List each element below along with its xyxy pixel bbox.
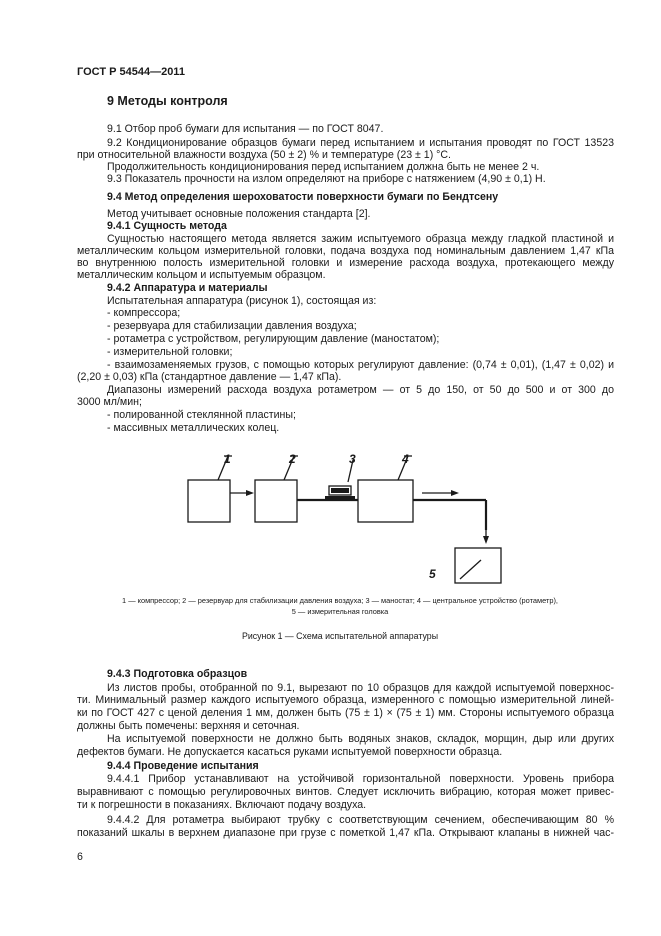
list-item: - массивных металлических колец. <box>107 422 280 434</box>
paragraph-line: 9.3 Показатель прочности на излом определяют на приборе с натяжением (4,90 ± 0,1) Н. <box>107 173 546 185</box>
figure-caption: Рисунок 1 — Схема испытательной аппаратуры <box>241 631 439 641</box>
paragraph-line: выравнивают с помощью регулировочных винтов. Следует исключить вибрацию, которая может привес- <box>77 786 614 798</box>
paragraph-line: Из листов пробы, отобранной по 9.1, вырезают по 10 образцов для каждой испытуемой поверхнос- <box>107 682 614 694</box>
paragraph-line: Испытательная аппаратура (рисунок 1), состоящая из: <box>107 295 377 307</box>
paragraph-line: показаний шкалы в верхнем диапазоне при грузе с пометкой 1,47 кПа. Открывают клапаны в нижней час- <box>77 827 614 839</box>
section-title: 9 Методы контроля <box>107 94 228 108</box>
subsection-heading: 9.4.3 Подготовка образцов <box>107 668 248 680</box>
subsection-heading: 9.4.4 Проведение испытания <box>107 760 259 772</box>
compressor-box <box>188 480 230 522</box>
apparatus-diagram <box>170 448 510 588</box>
list-item: - измерительной головки; <box>107 346 233 358</box>
paragraph-line: 9.4.4.2 Для ротаметра выбирают трубку с соответствующим сечением, обеспечивающим 80 % <box>107 814 614 826</box>
paragraph-line: Сущностью настоящего метода является зажим испытуемого образца между гладкой пластиной и <box>107 233 614 245</box>
arrow-icon <box>246 490 254 496</box>
paragraph-line: металлическим кольцом измерительной головки, подача воздуха под номинальным давлением 1,47 кПа <box>77 245 614 257</box>
paragraph-line: металлическим кольцом и испытуемым образцом. <box>77 269 326 281</box>
reservoir-box <box>255 480 297 522</box>
list-item: - компрессора; <box>107 307 181 319</box>
paragraph-line: 3000 мл/мин; <box>77 396 142 408</box>
paragraph-line: Продолжительность кондиционирования перед испытанием должна быть не менее 2 ч. <box>107 161 540 173</box>
paragraph-line: дефектов бумаги. Не допускается касаться руками испытуемой поверхности образца. <box>77 746 503 758</box>
paragraph-line: ки по ГОСТ 427 с ценой деления 1 мм, должен быть (75 ± 1) × (75 ± 1) мм. Стороны испытуемого образца <box>77 707 614 719</box>
figure-legend: 1 — компрессор; 2 — резервуар для стабилизации давления воздуха; 3 — маностат; 4 — центральное устройство (ротаметр), <box>122 596 558 605</box>
paragraph-line: 9.4.4.1 Прибор устанавливают на устойчивой горизонтальной поверхности. Уровень прибора <box>107 773 614 785</box>
paragraph-line: ти к погрешности в показаниях. Включают подачу воздуха. <box>77 799 367 811</box>
paragraph-line: при относительной влажности воздуха (50 ± 2) % и температуре (23 ± 1) °С. <box>77 149 451 161</box>
page-number: 6 <box>77 851 83 863</box>
paragraph-line: Метод учитывает основные положения стандарта [2]. <box>107 208 371 220</box>
figure-label: 5 <box>429 567 436 581</box>
subsection-heading: 9.4 Метод определения шероховатости поверхности бумаги по Бендтсену <box>107 191 499 203</box>
list-item: - полированной стеклянной пластины; <box>107 409 296 421</box>
paragraph-line: Диапазоны измерений расхода воздуха ротаметром — от 5 до 150, от 50 до 500 и от 300 до <box>107 384 614 396</box>
paragraph-line: 9.2 Кондиционирование образцов бумаги перед испытанием и испытания проводят по ГОСТ 13523 <box>107 137 614 149</box>
figure-legend: 5 — измерительная головка <box>291 607 389 616</box>
list-item: - взаимозаменяемых грузов, с помощью которых регулируют давление: (0,74 ± 0,01), (1,47 ± 0,02) и <box>107 359 614 371</box>
paragraph-line: во внутреннюю полость измерительной головки и измерение расхода воздуха, протекающего между <box>77 257 614 269</box>
figure-label: 1 <box>224 452 231 466</box>
rotameter-box <box>358 480 413 522</box>
subsection-heading: 9.4.1 Сущность метода <box>107 220 227 232</box>
paragraph-line: должны быть помечены: верхняя и сеточная. <box>77 720 300 732</box>
list-item: - резервуара для стабилизации давления воздуха; <box>107 320 357 332</box>
arrow-icon <box>451 490 459 496</box>
arrow-icon <box>483 536 489 544</box>
figure-label: 3 <box>349 452 356 466</box>
subsection-heading: 9.4.2 Аппаратура и материалы <box>107 282 268 294</box>
document-header: ГОСТ Р 54544—2011 <box>77 66 185 78</box>
paragraph-line: (2,20 ± 0,03) кПа (стандартное давление — 1,47 кПа). <box>77 371 342 383</box>
paragraph-line: На испытуемой поверхности не должно быть водяных знаков, складок, морщин, дыр или других <box>107 733 614 745</box>
paragraph-line: ти. Минимальный размер каждого испытуемого образца, измеренного с помощью измерительной линей- <box>77 694 614 706</box>
figure-label: 4 <box>402 452 409 466</box>
list-item: - ротаметра с устройством, регулирующим давление (маностатом); <box>107 333 440 345</box>
figure-label: 2 <box>289 452 296 466</box>
paragraph-line: 9.1 Отбор проб бумаги для испытания — по ГОСТ 8047. <box>107 123 384 135</box>
